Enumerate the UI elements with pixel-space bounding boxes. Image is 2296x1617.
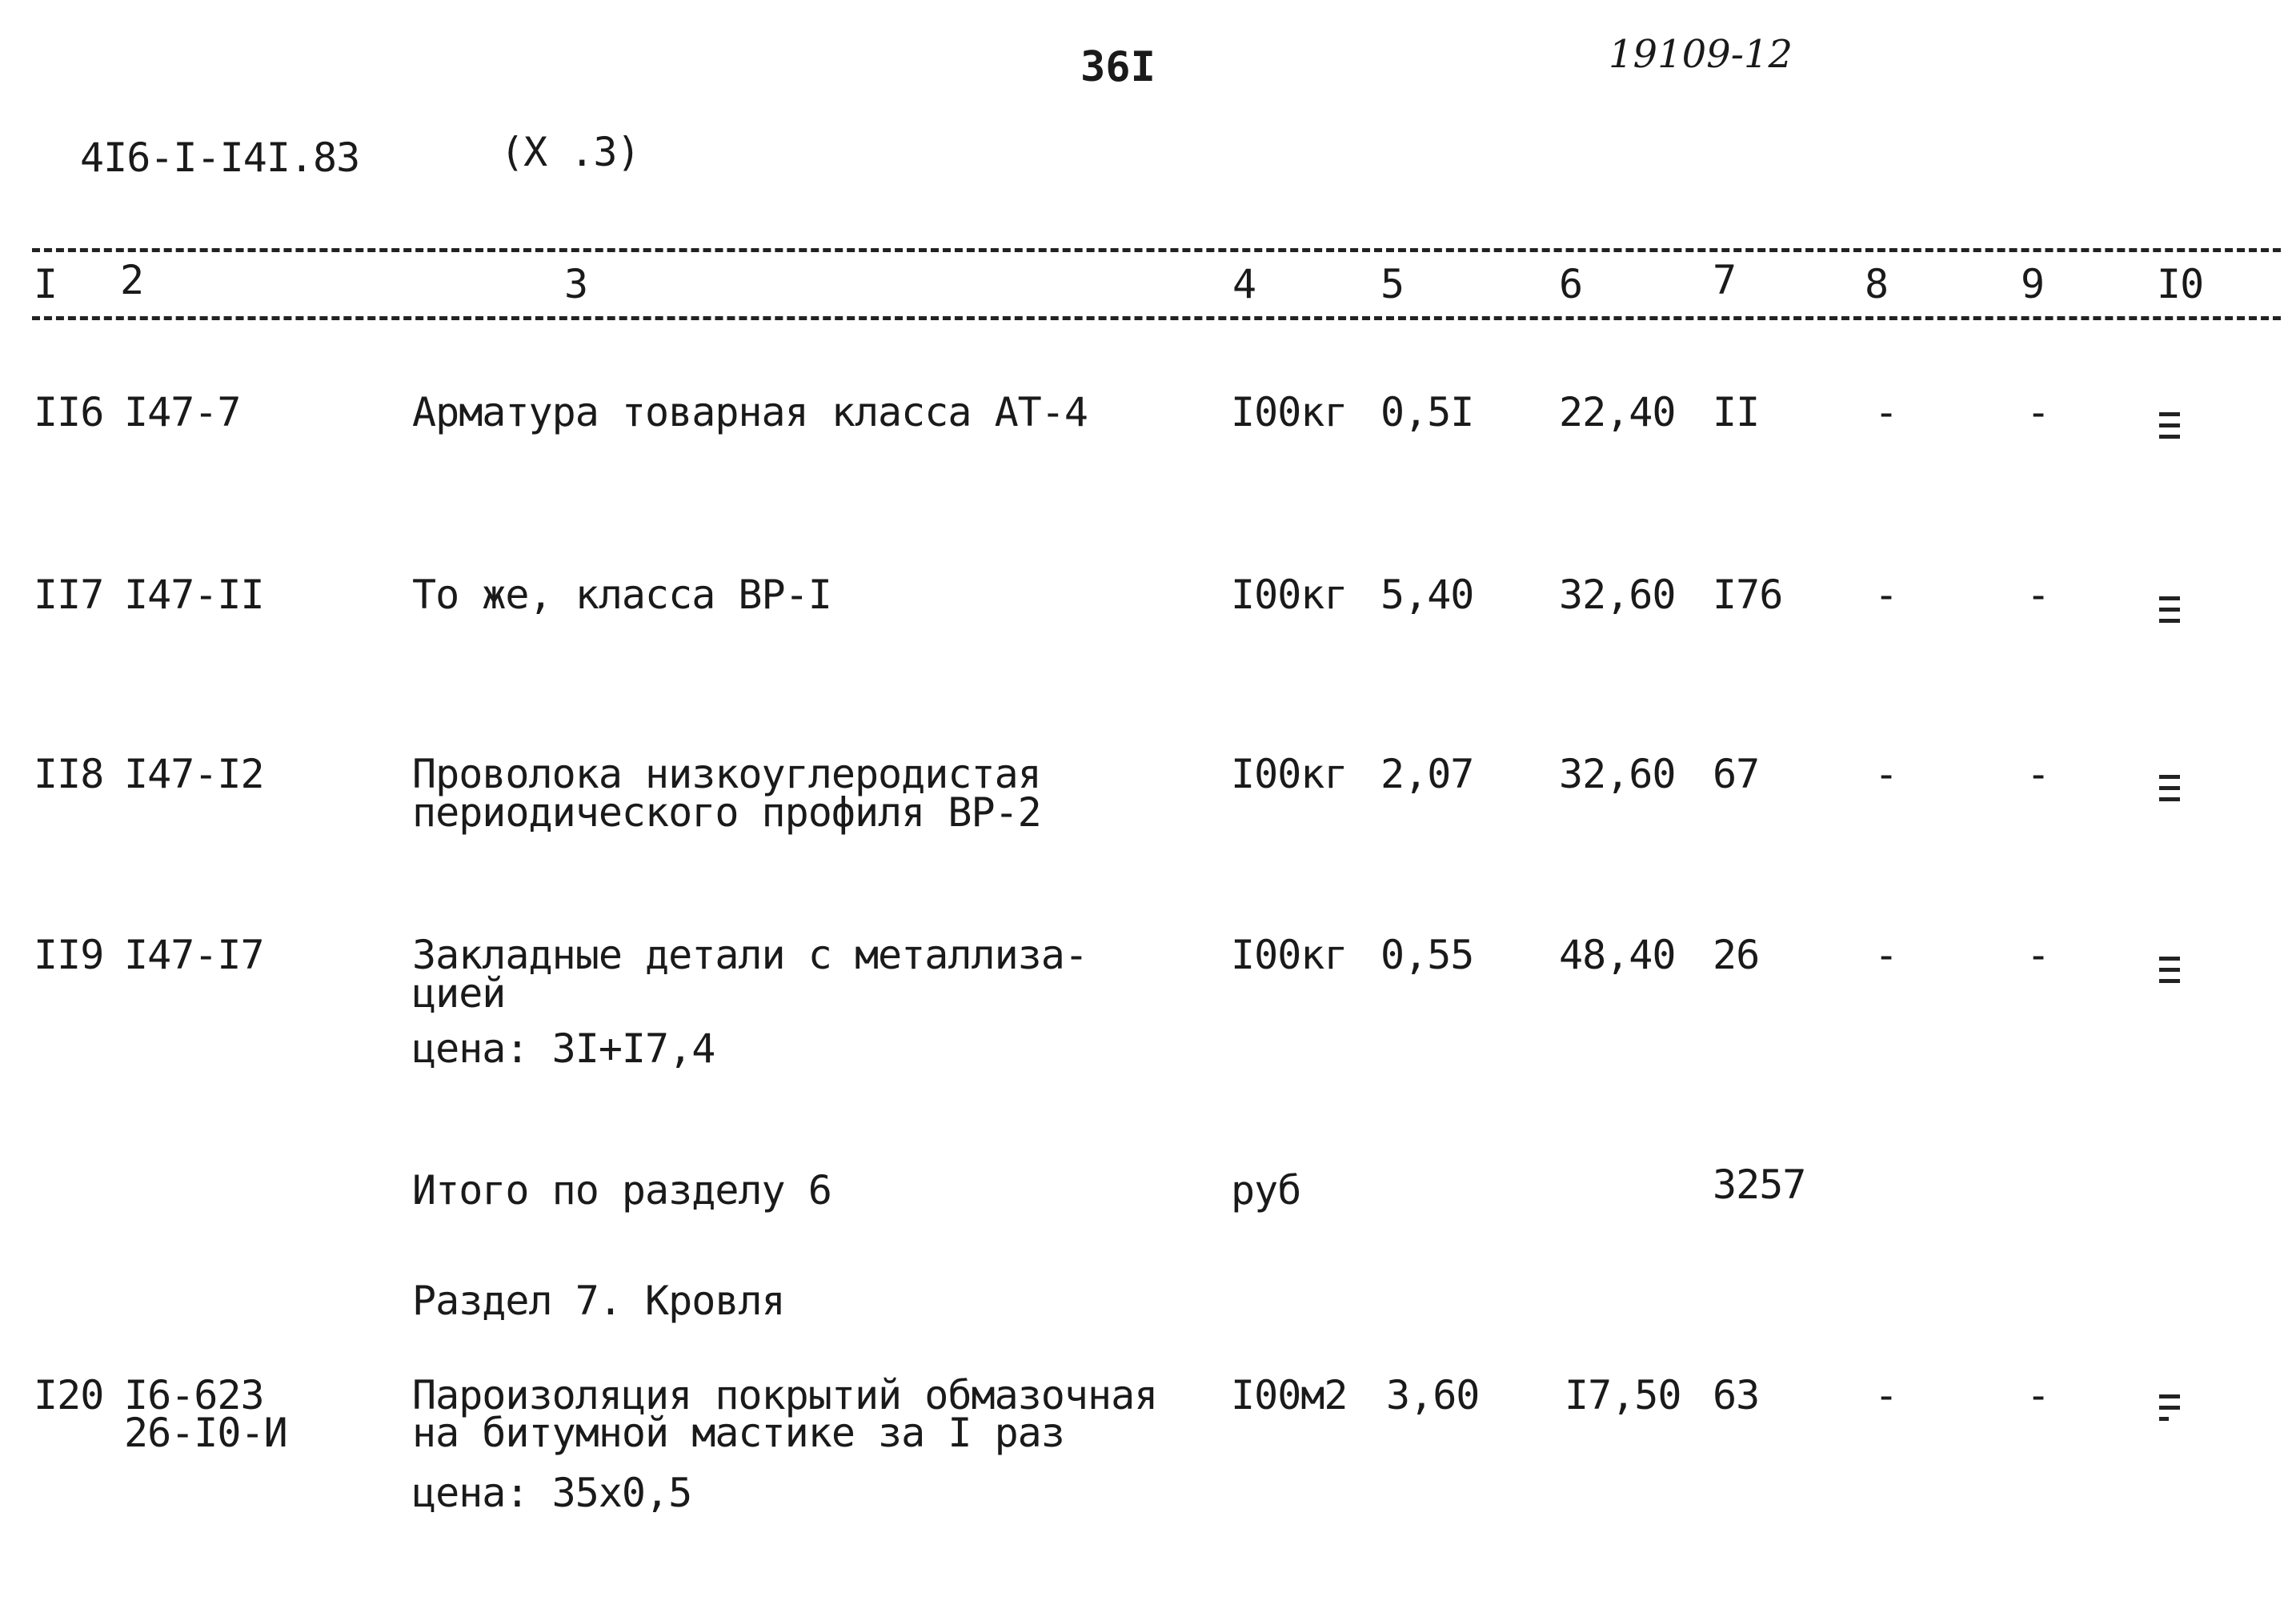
row-rate: 48,40 [1559, 932, 1676, 978]
row-description: То же, класса ВР-I [412, 572, 831, 618]
subtotal-unit: руб [1231, 1167, 1301, 1214]
row-col9: - [2026, 389, 2050, 435]
row-total: 26 [1713, 932, 1760, 978]
row-total: II [1713, 389, 1760, 435]
row-rate: 22,40 [1559, 389, 1676, 435]
row-price-note: цена: 35х0,5 [412, 1470, 692, 1516]
row-unit: I00м2 [1231, 1372, 1348, 1418]
row-code: I6-623 [124, 1372, 264, 1418]
row-description: Проволока низкоуглеродистая [412, 751, 1041, 797]
row-description: Закладные детали с металлиза- [412, 932, 1088, 978]
row-quantity: 2,07 [1380, 751, 1474, 797]
row-unit: I00кг [1231, 932, 1348, 978]
row-number: II6 [34, 389, 104, 435]
column-header: I0 [2157, 261, 2204, 307]
document-code: 4I6-I-I4I.83 [80, 134, 360, 181]
column-header: 7 [1713, 257, 1737, 303]
row-description: Пароизоляция покрытий обмазочная [412, 1372, 1158, 1418]
section-title: Раздел 7. Кровля [412, 1278, 785, 1324]
row-col9: - [2026, 932, 2050, 978]
column-header: 5 [1380, 261, 1404, 307]
column-header: 9 [2021, 261, 2045, 307]
header-bottom-rule [32, 316, 2281, 320]
subtotal-label: Итого по разделу 6 [412, 1167, 831, 1214]
column-header: 8 [1865, 261, 1889, 307]
row-description-line2: периодического профиля ВР-2 [412, 789, 1041, 836]
row-rate: 32,60 [1559, 572, 1676, 618]
row-quantity: 0,5I [1380, 389, 1474, 435]
row-col8: - [1874, 932, 1898, 978]
row-col8: - [1874, 1372, 1898, 1418]
row-total: I76 [1713, 572, 1783, 618]
subtotal-total: 3257 [1713, 1162, 1806, 1208]
row-description-line2: цией [412, 970, 506, 1017]
handwritten-reference: 19109-12 [1609, 32, 1793, 77]
row-total: 67 [1713, 751, 1760, 797]
row-code: I47-II [124, 572, 264, 618]
row-description-line2: на битумной мастике за I раз [412, 1410, 1064, 1456]
row-number: II7 [34, 572, 104, 618]
row-code: I47-I7 [124, 932, 264, 978]
document-note: (X .3) [500, 129, 640, 175]
row-col9: - [2026, 751, 2050, 797]
column-header: 4 [1232, 261, 1256, 307]
row-price-note: цена: 3I+I7,4 [412, 1025, 715, 1072]
row-unit: I00кг [1231, 389, 1348, 435]
row-col9: - [2026, 1372, 2050, 1418]
ditto-mark-icon [2159, 412, 2183, 446]
row-code: I47-I2 [124, 751, 264, 797]
ditto-mark-icon [2159, 1394, 2183, 1428]
row-rate: I7,50 [1565, 1372, 1681, 1418]
column-header: 6 [1559, 261, 1583, 307]
ditto-mark-icon [2159, 957, 2183, 990]
row-col8: - [1874, 572, 1898, 618]
row-rate: 32,60 [1559, 751, 1676, 797]
page-number: 36I [1080, 43, 1156, 91]
column-header: I [34, 261, 58, 307]
column-header: 2 [120, 257, 144, 303]
row-unit: I00кг [1231, 751, 1348, 797]
ditto-mark-icon [2159, 596, 2183, 630]
row-col9: - [2026, 572, 2050, 618]
row-total: 63 [1713, 1372, 1760, 1418]
row-number: II9 [34, 932, 104, 978]
ditto-mark-icon [2159, 775, 2183, 808]
row-quantity: 5,40 [1380, 572, 1474, 618]
row-unit: I00кг [1231, 572, 1348, 618]
row-description: Арматура товарная класса АТ-4 [412, 389, 1088, 435]
column-header: 3 [564, 261, 588, 307]
row-quantity: 0,55 [1380, 932, 1474, 978]
row-code: I47-7 [124, 389, 241, 435]
row-col8: - [1874, 389, 1898, 435]
row-number: I20 [34, 1372, 104, 1418]
row-code-line2: 26-I0-И [124, 1410, 287, 1456]
header-top-rule [32, 248, 2281, 252]
row-number: II8 [34, 751, 104, 797]
row-quantity: 3,60 [1386, 1372, 1480, 1418]
row-col8: - [1874, 751, 1898, 797]
